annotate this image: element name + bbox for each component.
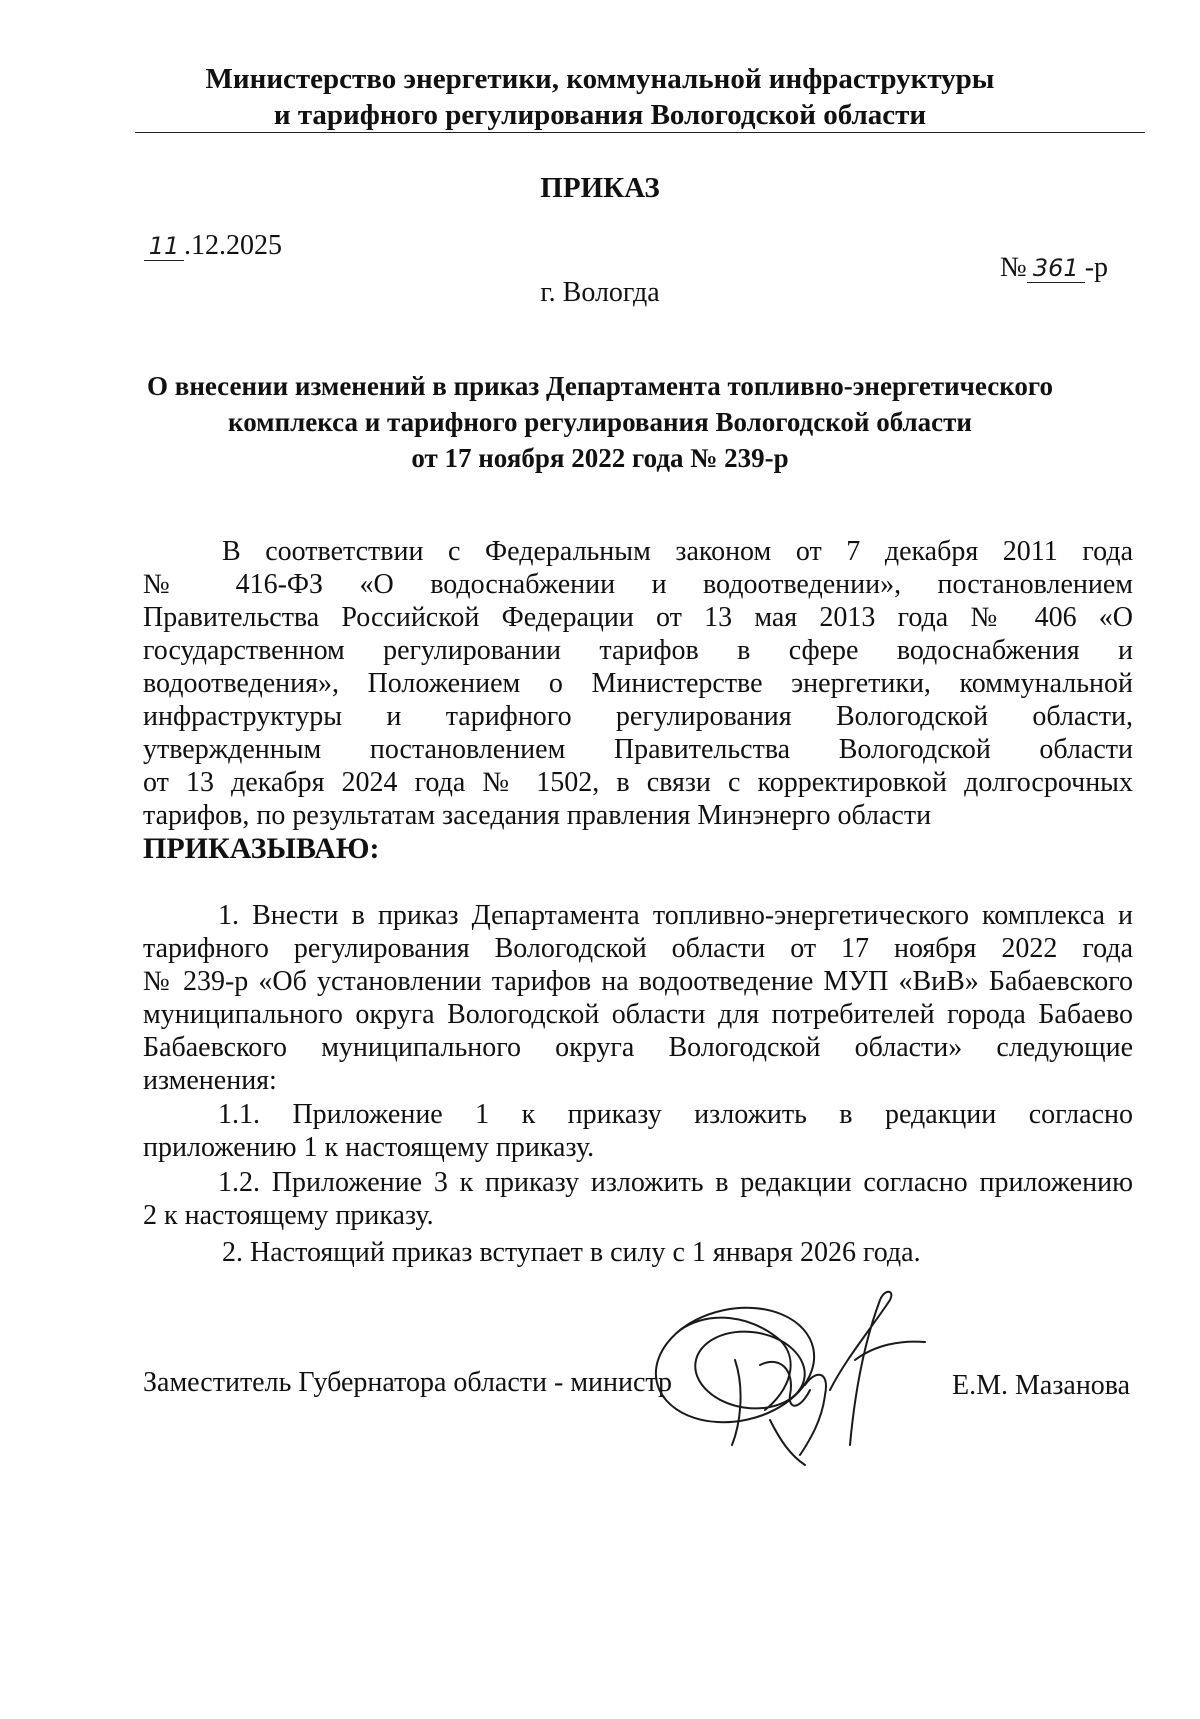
preamble-line-6: инфраструктуры и тарифного регулирования Вологодской области, <box>143 701 1133 732</box>
title-line-2: комплекса и тарифного регулирования Вологодской области <box>228 407 972 437</box>
preamble-line-1: В соответствии с Федеральным законом от 7 декабря 2011 года <box>222 536 1133 567</box>
preamble-line-5: водоотведения», Положением о Министерстве энергетики, коммунальной <box>143 668 1133 699</box>
handwritten-signature <box>640 1270 940 1470</box>
item-1-2-line-1: 1.2. Приложение 3 к приказу изложить в редакции согласно приложению <box>218 1167 1133 1198</box>
number-prefix: № <box>1000 252 1027 283</box>
ministry-name-line1: Министерство энергетики, коммунальной инфраструктуры <box>205 63 995 95</box>
item-1-line-4: муниципального округа Вологодской области для потребителей города Бабаево <box>143 999 1133 1030</box>
item-1-2-line-2: 2 к настоящему приказу. <box>143 1200 434 1231</box>
item-1-line-5: Бабаевского муниципального округа Вологодской области» следующие <box>143 1032 1133 1063</box>
header-rule <box>135 132 1145 133</box>
item-2-line-1: 2. Настоящий приказ вступает в силу с 1 января 2026 года. <box>222 1237 921 1268</box>
date-day: 11 <box>144 232 184 261</box>
document-type: ПРИКАЗ <box>540 172 660 204</box>
number-suffix: -р <box>1084 252 1109 283</box>
item-1-line-2: тарифного регулирования Вологодской области от 17 ноября 2022 года <box>143 933 1133 964</box>
item-1-1-line-2: приложению 1 к настоящему приказу. <box>143 1132 595 1163</box>
preamble-line-9: тарифов, по результатам заседания правления Минэнерго области <box>143 800 932 831</box>
preamble-line-8: от 13 декабря 2024 года № 1502, в связи с корректировкой долгосрочных <box>143 767 1133 798</box>
ministry-name-line2: и тарифного регулирования Вологодской области <box>273 99 927 131</box>
number-value: 361 <box>1027 254 1085 283</box>
item-1-line-3: № 239-р «Об установлении тарифов на водоотведение МУП «ВиВ» Бабаевского <box>143 966 1133 997</box>
preamble-line-2: № 416-ФЗ «О водоснабжении и водоотведении», постановлением <box>143 569 1133 600</box>
date-month-year: .12.2025 <box>184 230 282 261</box>
item-1-line-6: изменения: <box>143 1065 277 1096</box>
signatory-position: Заместитель Губернатора области - министр <box>143 1367 672 1398</box>
signatory-name: Е.М. Мазанова <box>952 1370 1131 1401</box>
document-date <box>144 230 282 262</box>
city: г. Вологда <box>540 277 660 308</box>
order-word: ПРИКАЗЫВАЮ: <box>143 832 380 865</box>
item-1-line-1: 1. Внести в приказ Департамента топливно-энергетического комплекса и <box>218 900 1133 931</box>
preamble-line-7: утвержденным постановлением Правительства Вологодской области <box>143 734 1133 765</box>
preamble-line-4: государственном регулировании тарифов в сфере водоснабжения и <box>143 635 1133 666</box>
item-1-1-line-1: 1.1. Приложение 1 к приказу изложить в редакции согласно <box>218 1099 1133 1130</box>
preamble-line-3: Правительства Российской Федерации от 13 мая 2013 года № 406 «О <box>143 602 1133 633</box>
title-line-3: от 17 ноября 2022 года № 239-р <box>411 443 789 473</box>
title-line-1: О внесении изменений в приказ Департамента топливно-энергетического <box>146 371 1053 401</box>
